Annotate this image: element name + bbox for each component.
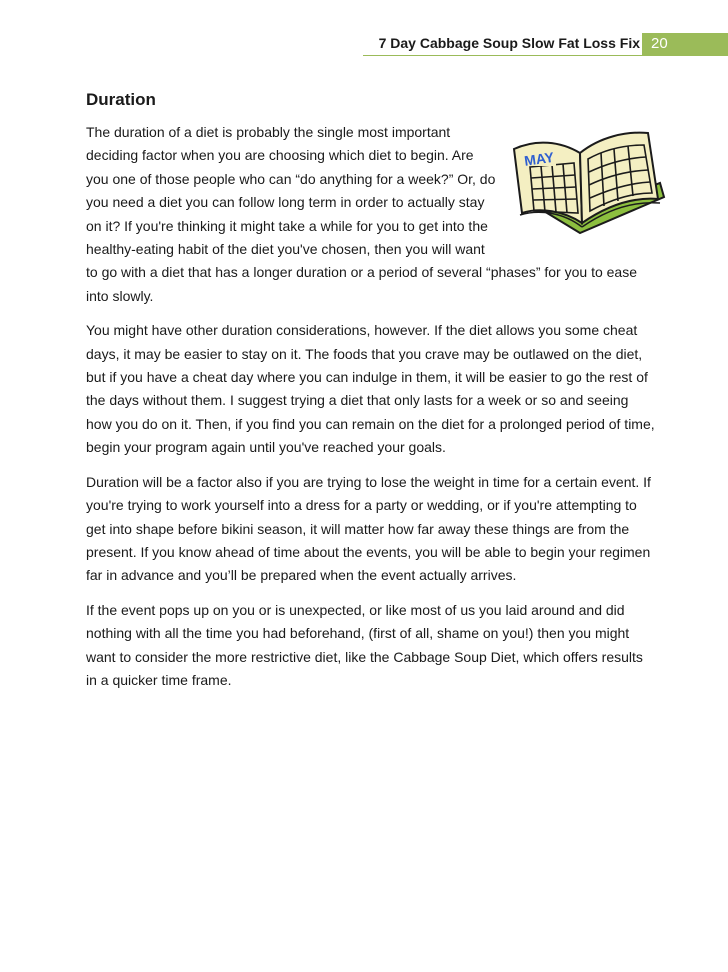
paragraph-1: The duration of a diet is probably the single most important deciding factor when you are choosing which diet to begin. Are you one of those people who can “do anything for a week?” Or, do you need a diet you can follow long term in order to actually stay on it? If you're thinking it might take a while for you to get into the healthy-eating habit of the diet you've chosen, then you will want to go with a diet that has a longer duration or a period of several “phases” for you to ease into slowly. — [86, 124, 637, 304]
paragraph-3: Duration will be a factor also if you are trying to lose the weight in time for a certain event. If you're trying to work yourself into a dress for a party or wedding, or if you're attempting to get into shape before bikini season, it will matter how far away these things are from the present. If you know ahead of time about the events, you will be able to begin your regimen far in advance and you’ll be prepared when the event actually arrives. — [86, 473, 651, 584]
section-heading: Duration — [86, 90, 156, 109]
page-number: 20 — [651, 35, 668, 52]
page-number-box — [642, 33, 728, 56]
running-title: 7 Day Cabbage Soup Slow Fat Loss Fix — [378, 35, 640, 51]
calendar-month-label: MAY — [523, 148, 555, 169]
paragraph-4: If the event pops up on you or is unexpected, or like most of us you laid around and did nothing with all the time you had beforehand, (first of all, shame on you!) then you might want to consider the more restrictive diet, like the Cabbage Soup Diet, which offers results in a quicker time frame. — [86, 601, 643, 688]
paragraph-2: You might have other duration considerations, however. If the diet allows you some cheat days, it may be easier to stay on it. The foods that you crave may be outlawed on the diet, but if you have a cheat day where you can indulge in them, it will be easier to go the rest of the days without them. I suggest trying a diet that only lasts for a week or so and seeing how you do on it. Then, if you find you can remain on the diet for a prolonged period of time, begin your program again until you've reached your goals. — [86, 322, 655, 456]
calendar-book-icon — [508, 123, 668, 241]
header-rule — [363, 55, 643, 56]
section-content — [86, 88, 656, 703]
page-header — [0, 33, 728, 55]
